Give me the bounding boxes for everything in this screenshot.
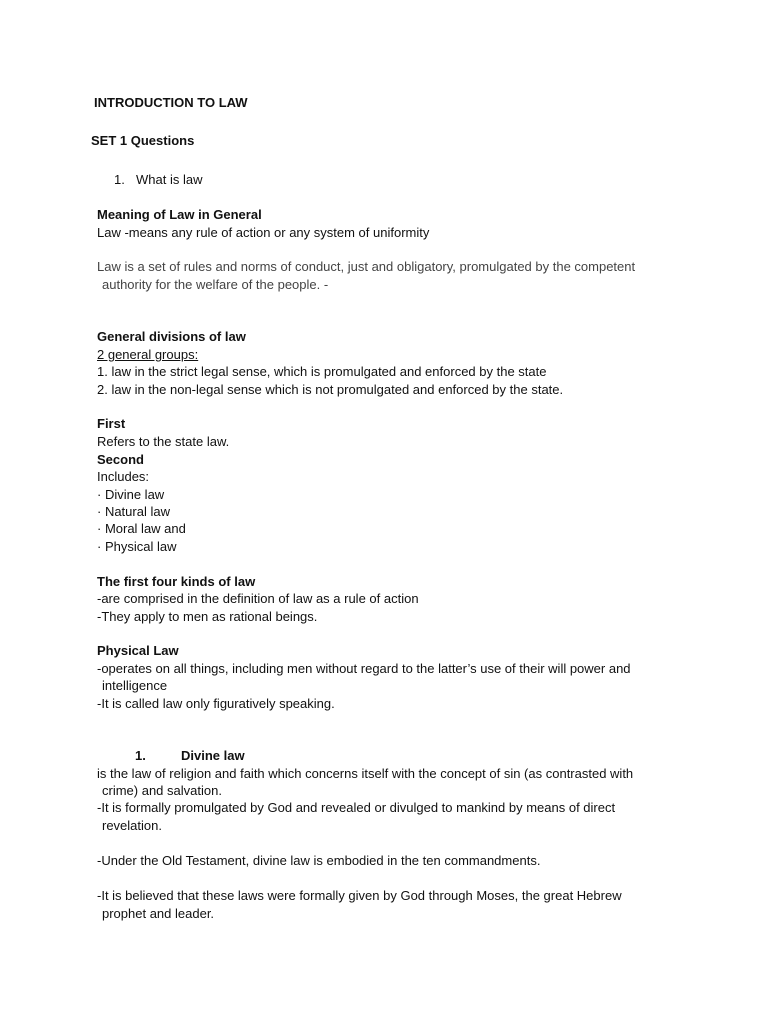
meaning-definition: Law -means any rule of action or any system of uniformity: [97, 225, 430, 240]
document-title: INTRODUCTION TO LAW: [94, 95, 248, 110]
first-four-line: -are comprised in the definition of law as a rule of action: [97, 591, 419, 606]
divisions-heading: General divisions of law: [97, 329, 246, 344]
first-text: Refers to the state law.: [97, 434, 230, 449]
divine-law-line: -Under the Old Testament, divine law is embodied in the ten commandments.: [97, 853, 541, 868]
divisions-subheading: 2 general groups:: [97, 347, 199, 362]
divine-law-line: prophet and leader.: [102, 906, 215, 921]
question-text: What is law: [136, 172, 203, 187]
meaning-heading: Meaning of Law in General: [97, 207, 262, 222]
divine-law-line: is the law of religion and faith which concerns itself with the concept of sin (as contrasted with: [97, 766, 634, 781]
physical-law-line: intelligence: [102, 678, 168, 693]
list-item: · Natural law: [97, 504, 170, 519]
divisions-item: 2. law in the non-legal sense which is not promulgated and enforced by the state.: [97, 382, 564, 397]
first-four-line: -They apply to men as rational beings.: [97, 609, 318, 624]
physical-law-line: -operates on all things, including men without regard to the latter’s use of their will power and: [97, 661, 631, 676]
list-item: · Moral law and: [97, 521, 186, 536]
divine-law-line: revelation.: [102, 818, 162, 833]
divine-law-line: -It is believed that these laws were formally given by God through Moses, the great Hebrew: [97, 888, 622, 903]
divine-law-line: -It is formally promulgated by God and revealed or divulged to mankind by means of direct: [97, 800, 616, 815]
divine-law-number: 1.: [135, 748, 146, 763]
question-number: 1.: [114, 172, 125, 187]
list-item: · Physical law: [97, 539, 177, 554]
question-item: [114, 171, 202, 189]
physical-law-line: -It is called law only figuratively speaking.: [97, 696, 335, 711]
list-item: · Divine law: [97, 487, 165, 502]
first-four-heading: The first four kinds of law: [97, 574, 256, 589]
divine-law-heading: Divine law: [181, 748, 245, 763]
divisions-item: 1. law in the strict legal sense, which is promulgated and enforced by the state: [97, 364, 547, 379]
meaning-paragraph-line: authority for the welfare of the people. -: [102, 277, 329, 292]
meaning-paragraph-line: Law is a set of rules and norms of conduct, just and obligatory, promulgated by the competent: [97, 259, 636, 274]
physical-law-heading: Physical Law: [97, 643, 179, 658]
second-heading: Second: [97, 452, 144, 467]
divine-law-line: crime) and salvation.: [102, 783, 222, 798]
first-heading: First: [97, 416, 126, 431]
set-heading: SET 1 Questions: [91, 133, 195, 148]
second-intro: Includes:: [97, 469, 150, 484]
